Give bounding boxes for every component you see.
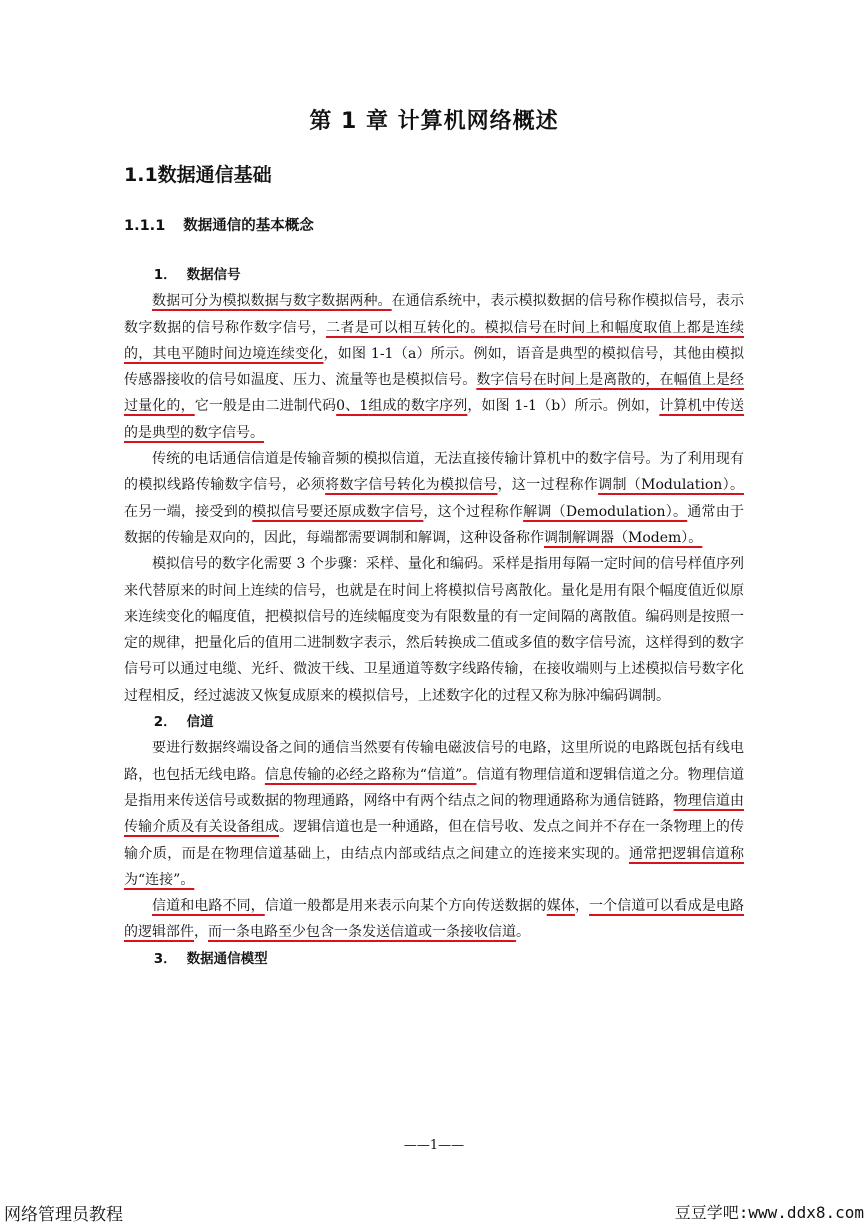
text-run: 在另一端，接受到的 (124, 503, 253, 520)
paragraph (124, 551, 744, 709)
underlined-phrase: 媒体 (546, 898, 575, 915)
text-run: ， (574, 898, 590, 915)
text-run: 。 (516, 924, 530, 941)
underlined-phrase: 信道和电路不同， (152, 898, 265, 915)
subsection-number: 1.1.1 (124, 218, 166, 234)
chapter-title: 第 1 章 计算机网络概述 (309, 109, 559, 134)
underlined-phrase: 计算机中传送的是典型的数字信号。 (124, 398, 745, 441)
underlined-phrase: 而一条电路至少包含一条发送信道或一条接收信道 (208, 924, 516, 941)
text-run: 。逻辑信道也是一种通路，但在信号收、发点之间并不存在一条物理上的传输介质，而是在物理信道基础上，由结点内部或结点之间建立的连接来实现的。 (124, 819, 745, 862)
text-run: 要进行数据终端设备之间的通信当然要有传输电磁波信号的电路，这里所说的电路既包括有线电路，也包括无线电路。 (124, 740, 744, 783)
underlined-phrase: 数字信号在时间上是离散的，在幅值上是经过量化的， (124, 372, 745, 415)
underlined-phrase: 信息传输的必经之路称为“信道”。 (264, 766, 477, 783)
page-number: ——1—— (403, 1138, 465, 1153)
underlined-phrase: 0、1 (336, 398, 369, 415)
underlined-phrase: 数据可分为模拟数据与数字数据两种。 (152, 293, 392, 310)
text-run: 模拟信号的数字化需要 3 个步骤：采样、量化和编码。采样是指用每隔一定时间的信号样值序列来代替原来的时间上连续的信号，也就是在时间上将模拟信号离散化。量化是用有限个幅度值近似原来连续变化的幅度值，把模拟信号的连续幅度变为有限数量的有一定间隔的离散值。编码则是按照一定的规律，把量化后的值用二进制数字表示，然后转换成二值或多值的数字信号流，这样得到的数字信号可以通过电缆、光纤、微波干线、卫星通道等数字线路传输，在接收端则与上述模拟信号数字化过程相反，经过滤波又恢复成原来的模拟信号，上述数字化的过程又称为脉冲编码调制。 (124, 556, 744, 704)
item-heading: 2． 信道 (153, 714, 214, 731)
text-run: ，这个过程称作 (423, 503, 524, 520)
text-run: ，这一过程称作 (497, 477, 599, 494)
footer (0, 1198, 868, 1228)
section-title: 1.1数据通信基础 (124, 164, 272, 186)
paragraph (124, 735, 744, 893)
item-heading: 1． 数据信号 (153, 267, 241, 283)
text-run: 它一般是由二进制代码 (194, 398, 337, 415)
underlined-phrase: 通常把逻辑信道称为“连接”。 (124, 845, 744, 888)
text-run: 传统的电话通信信道是传输音频的模拟信道，无法直接传输计算机中的数字信号。为了利用现有的模拟线路传输数字信号，必须 (124, 451, 744, 494)
text-run: ，如图 1-1（a）所示。例如，语音是典型的模拟信号，其他由模拟传感器接收的信号如温度、压力、流量等也是模拟信号。 (124, 345, 744, 389)
paragraph (124, 446, 744, 551)
underlined-phrase: 模拟信号在时间上和幅度取值上都是连续的，其电平随时间边境连续变化 (124, 319, 745, 362)
document-body (124, 262, 744, 972)
underlined-phrase: 物理信道由传输介质及有关设备组成 (124, 792, 745, 836)
footer-right-text: 豆豆学吧:www.ddx8.com (674, 1203, 864, 1222)
underlined-phrase: 调制（Modulation）。 (598, 477, 745, 494)
text-run: 信道有物理信道和逻辑信道之分。物理信道是指用来传送信号或数据的物理通路，网络中有两个结点之间的物理通路称为通信链路， (124, 766, 745, 809)
footer-left-text: 网络管理员教程 (4, 1205, 123, 1225)
underlined-phrase: 调制解调器（Modem）。 (544, 529, 703, 546)
subsection-title-text: 数据通信的基本概念 (183, 218, 314, 234)
paragraph (124, 288, 744, 446)
text-run: 信道一般都是用来表示向某个方向传送数据的 (264, 898, 547, 915)
underlined-phrase: 组成的数字序列 (368, 398, 468, 415)
text-run: 通常由于数据的传输是双向的，因此，每端都需要调制和解调，这种设备称作 (124, 503, 745, 546)
text-run: 在通信系统中，表示模拟数据的信号称作模拟信号，表示数字数据的信号称作数字信号， (124, 293, 745, 336)
subsection-title (124, 214, 314, 235)
underlined-phrase: 将数字信号转化为模拟信号 (325, 477, 498, 494)
text-run: ，如图 1-1（b）所示。例如， (467, 398, 660, 415)
item-heading: 3． 数据通信模型 (153, 950, 268, 967)
underlined-phrase: 模拟信号要还原成数字信号 (252, 503, 424, 520)
paragraph (124, 893, 744, 946)
underlined-phrase: 一个信道可以看成是电路的逻辑部件 (124, 898, 745, 941)
underlined-phrase: 二者是可以相互转化的。 (326, 319, 485, 336)
text-run: ， (194, 924, 208, 941)
underlined-phrase: 解调（Demodulation）。 (523, 503, 688, 520)
